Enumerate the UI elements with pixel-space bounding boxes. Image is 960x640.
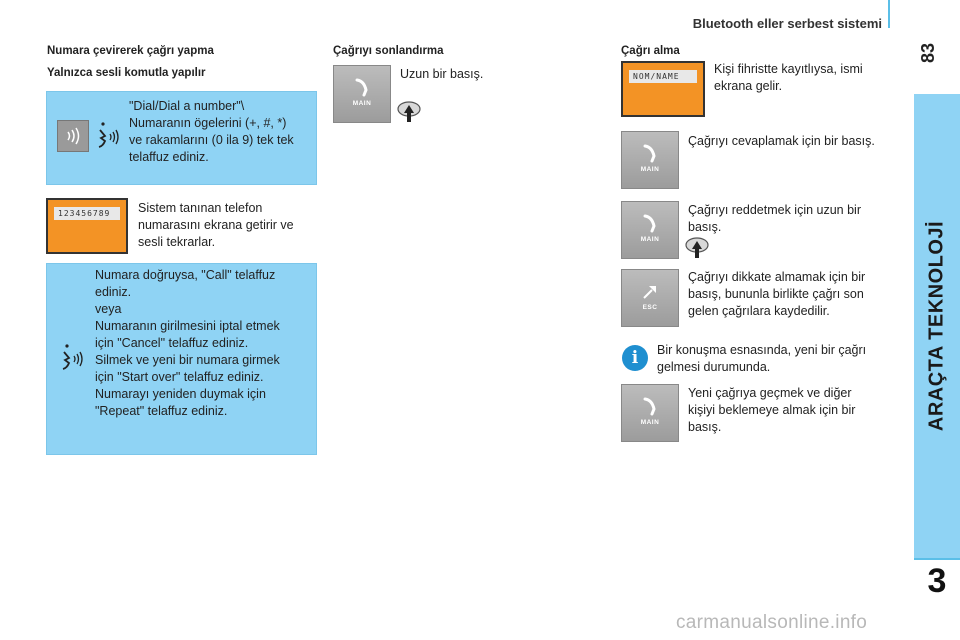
chapter-title: ARAÇTA TEKNOLOJİ bbox=[925, 220, 948, 432]
ignore-call-description: Çağrıyı dikkate almamak için bir basış, bununla birlikte çağrı son gelen çağrılara kaydedilir. bbox=[688, 270, 866, 318]
answer-call-description: Çağrıyı cevaplamak için bir basış. bbox=[688, 134, 875, 148]
display-name: NOM/NAME bbox=[629, 70, 697, 83]
display-screen-name bbox=[621, 61, 705, 117]
info-note: Bir konuşma esnasında, yeni bir çağrı gelmesi durumunda. bbox=[657, 343, 867, 374]
heading-end-call: Çağrıyı sonlandırma bbox=[333, 45, 444, 57]
heading-voice-only: Yalnızca sesli komutla yapılır bbox=[47, 67, 206, 79]
main-button-switch: MAIN bbox=[621, 384, 679, 442]
long-press-icon bbox=[395, 100, 423, 131]
voice-command-icon bbox=[58, 121, 88, 151]
page-number: 83 bbox=[918, 42, 938, 64]
screen-name-description: Kişi fihristte kayıtlıysa, ismi ekrana gelir. bbox=[714, 62, 863, 93]
page-header-title: Bluetooth eller serbest sistemi bbox=[692, 16, 882, 31]
esc-button: ESC bbox=[621, 269, 679, 327]
screen-digits-description: Sistem tanınan telefon numarasını ekrana getirir ve sesli tekrarlar. bbox=[138, 201, 294, 249]
chapter-divider bbox=[914, 558, 960, 560]
display-screen-digits bbox=[46, 198, 128, 254]
voice-command-button bbox=[57, 120, 89, 152]
main-button-reject: MAIN bbox=[621, 201, 679, 259]
main-button-answer: MAIN bbox=[621, 131, 679, 189]
chapter-number: 3 bbox=[927, 562, 947, 600]
phone-handset-icon bbox=[642, 214, 658, 234]
reject-call-description: Çağrıyı reddetmek için uzun bir basış. bbox=[688, 203, 861, 234]
speaking-face-icon bbox=[59, 342, 85, 378]
heading-receive-call: Çağrı alma bbox=[621, 45, 680, 57]
main-button: MAIN bbox=[333, 65, 391, 123]
watermark: carmanualsonline.info bbox=[676, 612, 868, 633]
voice-dial-instructions: "Dial/Dial a number"\ Numaranın ögelerini (+, #, *) ve rakamlarını (0 ila 9) tek tek telaffuz ediniz. bbox=[129, 99, 294, 164]
phone-handset-icon bbox=[642, 397, 658, 417]
speaking-face-icon bbox=[95, 120, 121, 156]
voice-confirm-instructions: Numara doğruysa, "Call" telaffuz ediniz. veya Numaranın girilmesini iptal etmek için "Cancel" telaffuz ediniz. Silmek ve yeni bir numara girmek için "Start over" telaffuz ediniz. Numarayı yeniden duymak için "Repeat" telaffuz ediniz. bbox=[95, 268, 280, 418]
display-digits: 123456789 bbox=[54, 207, 120, 220]
header-divider bbox=[888, 0, 890, 28]
hang-up-arrow-icon bbox=[640, 282, 662, 302]
heading-dial-number: Numara çevirerek çağrı yapma bbox=[47, 45, 214, 57]
info-icon: i bbox=[622, 345, 648, 371]
voice-dial-box bbox=[46, 91, 317, 185]
end-call-description: Uzun bir basış. bbox=[400, 67, 484, 81]
switch-call-description: Yeni çağrıya geçmek ve diğer kişiyi beklemeye almak için bir basış. bbox=[688, 386, 856, 434]
phone-handset-icon bbox=[354, 78, 370, 98]
long-press-icon bbox=[683, 236, 711, 267]
phone-handset-icon bbox=[642, 144, 658, 164]
voice-confirm-box bbox=[46, 263, 317, 455]
